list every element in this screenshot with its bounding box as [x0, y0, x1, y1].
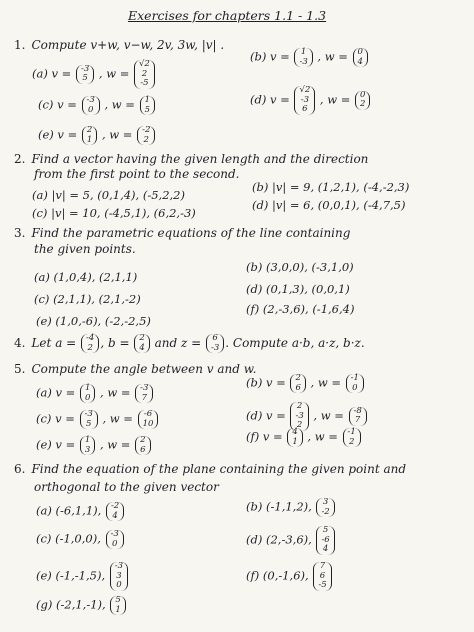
exercise-5a: (a) v = 1 0 , w = -3 7: [36, 384, 154, 403]
exercise-5f: (f) v = 4 1 , w = -1 2: [246, 428, 362, 447]
vector-a: -4 2: [81, 334, 99, 353]
exercise-6g: (g) (-2,1,-1), 5 1: [36, 596, 127, 615]
exercise-2-header: [14, 152, 368, 167]
exercise-6-instruction-cont: orthogonal to the given vector: [34, 480, 219, 494]
normal-vector: 3 -2: [316, 498, 334, 517]
vector-v: -3 5: [80, 410, 98, 429]
exercise-5b: (b) v = 2 6 , w = -1 0: [246, 374, 365, 393]
vector-w: -1 0: [346, 374, 364, 393]
exercise-3a: (a) (1,0,4), (2,1,1): [34, 270, 138, 284]
vector-v: √2 -3 6: [294, 86, 315, 115]
exercise-6-number: 6.: [14, 462, 26, 476]
normal-vector: 7 6 -5: [313, 562, 331, 591]
vector-v: 2 6: [290, 374, 305, 393]
exercise-2d: (d) |v| = 6, (0,0,1), (-4,7,5): [252, 198, 406, 212]
exercise-5-header: [14, 362, 256, 377]
vector-v: 2 1: [82, 126, 97, 145]
normal-vector: -3 0: [106, 530, 124, 549]
exercise-5c: (c) v = -3 5 , w = -6 10: [36, 410, 159, 429]
normal-vector: -2 4: [106, 502, 124, 521]
exercise-6-header: [14, 462, 406, 477]
exercise-6a: (a) (-6,1,1), -2 4: [36, 502, 125, 521]
exercise-3b: (b) (3,0,0), (-3,1,0): [246, 260, 354, 274]
exercise-5e: (e) v = 1 3 , w = 2 6: [36, 436, 152, 455]
exercise-6-instruction: Find the equation of the plane containing the given point and: [31, 462, 407, 476]
exercise-3c: (c) (2,1,1), (2,1,-2): [34, 292, 141, 306]
page-title: Exercises for chapters 1.1 - 1.3: [128, 8, 327, 23]
vector-v: 1 0: [80, 384, 95, 403]
exercise-4: 4. Let a = -4 2 , b = 2 4 and z = 6 -3 . Compute a·b, a·z, b·z.: [14, 333, 365, 353]
exercise-3-header: [14, 226, 350, 241]
exercise-1-instruction: Compute v+w, v−w, 2v, 3w, |v| .: [31, 38, 225, 52]
exercise-4-number: 4.: [14, 336, 26, 350]
vector-v: -3 0: [82, 96, 100, 115]
vector-v: 4 1: [287, 428, 302, 447]
vector-v: -3 5: [76, 65, 94, 84]
vector-w: 2 6: [135, 436, 150, 455]
exercise-2b: (b) |v| = 9, (1,2,1), (-4,-2,3): [252, 180, 410, 194]
vector-w: 0 4: [353, 48, 368, 67]
vector-b: 2 4: [134, 334, 149, 353]
normal-vector: -3 3 0: [110, 562, 128, 591]
exercise-1-number: 1.: [14, 38, 26, 52]
exercise-5-instruction: Compute the angle between v and w.: [31, 362, 257, 376]
exercise-1-header: [14, 38, 224, 53]
exercise-1a: (a) v = -3 5 , w = √2 2 -5: [32, 60, 156, 89]
vector-w: √2 2 -5: [134, 60, 155, 89]
normal-vector: 5 1: [110, 596, 125, 615]
vector-z: 6 -3: [206, 334, 224, 353]
vector-w: -6 10: [138, 410, 159, 429]
exercise-2a: (a) |v| = 5, (0,1,4), (-5,2,2): [32, 188, 185, 202]
vector-v: 2 -3 2: [290, 402, 308, 431]
vector-w: 0 2: [355, 91, 370, 110]
exercise-2-instruction: Find a vector having the given length and the direction: [31, 152, 369, 166]
exercise-1e: (e) v = 2 1 , w = -2 2: [38, 126, 156, 145]
exercise-3e: (e) (1,0,-6), (-2,-2,5): [36, 314, 151, 328]
exercise-6e: (e) (-1,-1,5), -3 3 0: [36, 562, 129, 591]
vector-v: 1 -3: [294, 48, 312, 67]
exercise-1c: (c) v = -3 0 , w = 1 5: [38, 96, 156, 115]
exercise-5d: (d) v = 2 -3 2 , w = -8 7: [246, 402, 368, 431]
exercise-1b: (b) v = 1 -3 , w = 0 4: [250, 48, 369, 67]
exercise-6b: (b) (-1,1,2), 3 -2: [246, 498, 336, 517]
exercise-2-number: 2.: [14, 152, 26, 166]
exercise-6d: (d) (2,-3,6), 5 -6 4: [246, 526, 336, 555]
exercise-6f: (f) (0,-1,6), 7 6 -5: [246, 562, 333, 591]
exercise-2c: (c) |v| = 10, (-4,5,1), (6,2,-3): [32, 206, 196, 220]
exercise-3-number: 3.: [14, 226, 26, 240]
exercise-3-instruction: Find the parametric equations of the line containing: [31, 226, 351, 240]
vector-w: -2 2: [137, 126, 155, 145]
vector-w: 1 5: [140, 96, 155, 115]
exercise-1d: (d) v = √2 -3 6 , w = 0 2: [250, 86, 371, 115]
vector-w: -8 7: [349, 407, 367, 426]
exercise-5-number: 5.: [14, 362, 26, 376]
exercise-3f: (f) (2,-3,6), (-1,6,4): [246, 302, 355, 316]
vector-w: -1 2: [343, 428, 361, 447]
exercise-2-instruction-cont: from the first point to the second.: [34, 167, 240, 181]
vector-w: -3 7: [135, 384, 153, 403]
exercise-3d: (d) (0,1,3), (0,0,1): [246, 282, 350, 296]
exercise-6c: (c) (-1,0,0), -3 0: [36, 530, 125, 549]
normal-vector: 5 -6 4: [316, 526, 334, 555]
exercise-3-instruction-cont: the given points.: [34, 242, 136, 256]
vector-v: 1 3: [80, 436, 95, 455]
